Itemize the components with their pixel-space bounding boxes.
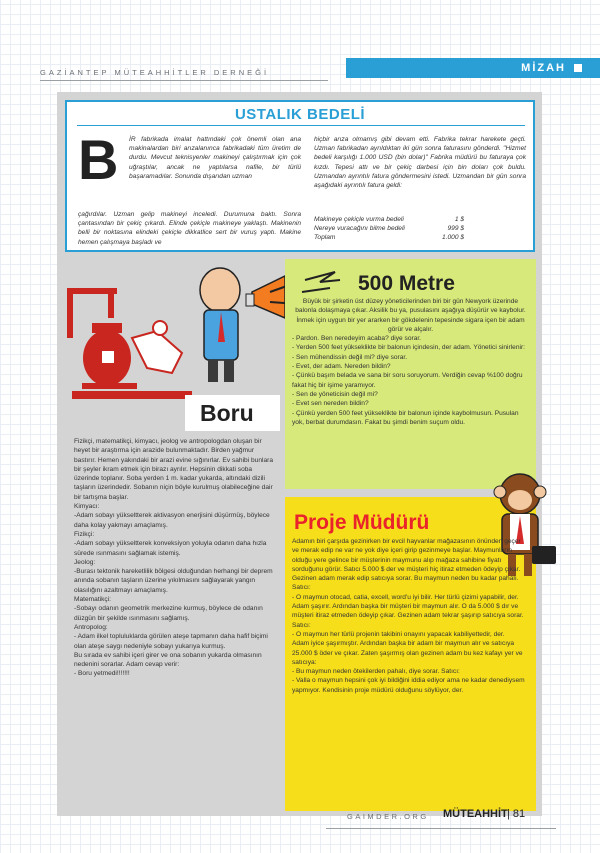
boru-text: Fizikçi, matematikçi, kimyacı, jeolog ve antropologdan oluşan bir heyet bir araştırma için arazide bulunmaktadır. Birden yağmur bastırır. Hemen yakındaki bir arazi evine sığınırlar. Ev sahibi bunlara bir şeyler ikram etmek için birazı ayrılır. Hepsinin dikkati soba üzerinde toplanır. Soba yerden 1 m. kadar yukarda, altındaki dizili taşların üzerindedir. Sobanın niçin böyle kurulmuş olabileceğine dair bir tartışma başlar. Kimyacı: -Adam sobayı yükseltterek aktivasyon enerjisini düşürmüş, böylece daha kolay yakmayı amaçlamış. Fizikçi: -Adam sobayı yükseltterek konveksiyon yoluyla odanın daha hızla sürede ısınmasını sağlamak istemiş. Jeolog: -Burası tektonik hareketlilik bölgesi olduğundan herhangi bir deprem anında sobanın taşların üzerine yıkılmasını sağlayarak yangın olasılığını azaltmayı amaçlamış. Matematikçi: -Sobayı odanın geometrik merkezine kurmuş, böylece de odanın düzgün bir şekilde ısınmasını sağlamış. Antropolog: - Adam ilkel topluluklarda görülen ateşe tapmanın daha hafif biçimi olan ateşe saygı nedeniyle sobayı yukarıya kurmuş. Bu sırada ev sahibi içeri girer ve ona sobanın yukarda olmasının nedenini sorarlar. Adam cevap verir: - Boru yetmedi!!!!!!! [74, 438, 274, 678]
proje-text: Adamın biri çarşıda gezinirken bir evcil hayvanlar mağazasının önünden geçer ve merak edip ne var ne yok diye içeri girip gezinmeye başlar. Maymunların olduğu yere gelince bir müşterinin maymunu alıp mağaza sahibine fiyatı sorduğunu görür. Satıcı 5.000 $ der ve müşteri hiç itiraz etmeden ödeyip çıkar. Gezinen adam merak edip satıcıya sorar. Bu maymun neden bu kadar pahalı. Satıcı: - O maymun otocad, catia, excell, word'u iyi bilir. Her türlü çizimi yapabilir, der. Adam şaşırır. Ardından başka bir müşteri bir maymun alır. O da 5.000 $ dır ve müşteri itiraz etmeden ödeyip çıkar. Gezinen adam tekrar şaşırıp satıcıya sorar. Satıcı: - O maymun her türlü projenin takibini onayını yapacak kabiliyettedir, der. Adam iyice şaşırmıştır. Ardından başka bir adam bir maymun alır ve satıcıya 25.000 $ öder ve çıkar. Zaten şaşırmış olan gezinen adam bu kez kafayı yer ve satıcıya: - Bu maymun neden ötekilerden pahalı, diye sorar. Satıcı: - Valla o maymun hepsini çok iyi bildiğini iddia ediyor ama ne kadar denediysem yapmıyor. Kendisinin proje müdürü olduğunu söylüyor, der. [292, 538, 525, 694]
shouting-man-illustration [190, 262, 300, 392]
proje-title: Proje Müdürü [294, 511, 430, 534]
ustalik-text-1: İR fabrikada imalat hattındaki çok önemli olan ana makinalardan biri arızalanınca fabrikadaki tüm üretim de durdu. Mevcut teknisyenler makineyi çalıştırmak için çok uğraştılar, ancak ne yaptılarsa nafile, bir türlü başaramadılar. Sonunda dışarıdan uzman [129, 136, 301, 180]
footer-site: GAIMDER.ORG [347, 812, 429, 821]
metre-title: 500 Metre [358, 272, 455, 295]
ustalik-bedeli-box [65, 100, 535, 252]
section-tab: MİZAH [346, 58, 600, 78]
invoice-table [314, 215, 464, 243]
boru-title: Boru [200, 400, 254, 426]
footer-rule [326, 828, 556, 829]
dropcap: B [78, 128, 119, 191]
page-number: | 81 [507, 808, 526, 820]
invoice-row: Makineye çekiçle vurma bedeli 1 $ [314, 216, 464, 223]
header-rule [40, 80, 328, 81]
title-rule [77, 125, 525, 126]
invoice-row: Nereye vuracağını bilme bedeli 999 $ [314, 225, 464, 233]
ustalik-text-3: hiçbir arıza olmamış gibi devam etti. Fabrika tekrar harekete geçti. Uzman fabrikadan ayrıldıktan iki gün sonra faturasını gönderdi. "Hizmet bedeli karşılığı 1.000 USD (bin dolar)" Fabrika müdürü bu faturaya çok kızdı. Tepesi attı ve bir çekiç darbesi için bin doları çok buldu. Uzmandan ayrıntılı fatura göndermesini istedi. Uzmandan bir gün sonra aşağıdaki ayrıntılı fatura geldi: [314, 136, 526, 190]
invoice-row: Toplam 1.000 $ [314, 234, 464, 242]
ustalik-title: USTALIK BEDELİ [234, 106, 366, 123]
ustalik-text-2: çağırdılar. Uzman gelip makineyi inceledi. Durumuna baktı. Sonra çantasından bir çekiç çıkardı. Elinde çekiçle makineye yaklaştı. Makinenin belli bir noktasına elindeki çekiçle dikkatlice sert bir vuruş yaptı. Makine hemen çalışmaya başladı ve [78, 211, 301, 246]
footer-magazine: MÜTEAHHİT [443, 808, 508, 820]
metre-text: Büyük bir şirketin üst düzey yöneticilerinden biri bir gün Newyork üzerinde balonla dolaşmaya çıkar. Aksilik bu ya, pusulasını aşağıya düşürür ve kaybolur. İnmek için uygun bir yer ararken bir gökdelenin tepesinde sigara içen bir adam görür ve alçalır. - Pardon. Ben neredeyim acaba? diye sorar. - Yerden 500 feet yükseklikte bir balonun içindesin, der adam. Yönetici sinirlenir: - Sen mühendissin değil mi? diye sorar. - Evet, der adam. Nereden bildin? - Çünkü başım belada ve sana bir soru soruyorum. Verdiğin cevap %100 doğru fakat hiç bir işime yaramıyor. - Sen de yöneticisin değil mi? - Evet sen nereden bildin? - Çünkü yerden 500 feet yükseklikte bir balonun içinde kaybolmusun. Pusulan yok, berbat durumdasın. Fakat bu şimdi benim suçum oldu. [292, 298, 526, 426]
shout-lines-icon [300, 270, 350, 300]
association-name: GAZİANTEP MÜTEAHHİTLER DERNEĞİ [40, 68, 270, 77]
